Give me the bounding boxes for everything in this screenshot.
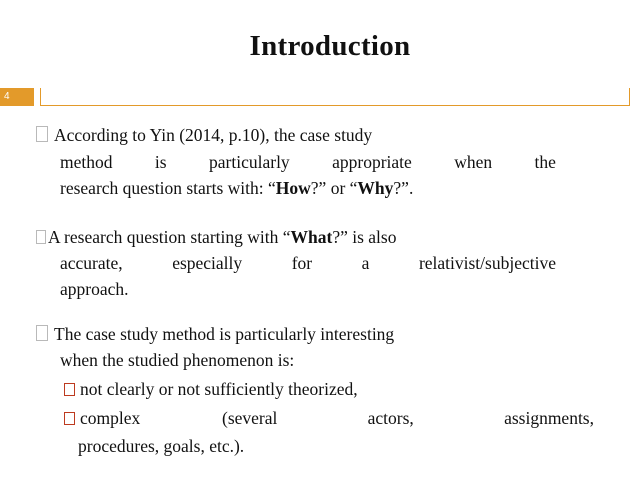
word: for bbox=[291, 253, 313, 273]
slide-title: Introduction bbox=[249, 30, 411, 62]
sub-item-2-line-2: procedures, goals, etc.). bbox=[78, 436, 245, 456]
paragraph-3-line-1: The case study method is particularly interesting bbox=[36, 323, 394, 345]
word: complex bbox=[80, 408, 141, 428]
word: particularly bbox=[209, 152, 290, 172]
word: (several bbox=[222, 408, 278, 428]
word: actors, bbox=[367, 408, 414, 428]
paragraph-1-line-3: research question starts with: “How?” or “Why?”. bbox=[60, 178, 414, 198]
word: especially bbox=[172, 253, 243, 273]
word: when bbox=[454, 152, 493, 172]
bullet-icon bbox=[36, 325, 48, 341]
slide-number: 4 bbox=[0, 88, 34, 106]
sub-bullet-icon bbox=[64, 383, 75, 396]
paragraph-1-line-1: According to Yin (2014, p.10), the case study bbox=[36, 124, 372, 146]
bullet-icon bbox=[36, 230, 46, 244]
header-rule bbox=[40, 88, 630, 106]
word: is bbox=[154, 152, 167, 172]
word: a bbox=[361, 253, 370, 273]
word: assignments, bbox=[504, 408, 594, 428]
emphasis-how: How bbox=[275, 178, 311, 198]
word: accurate, bbox=[60, 253, 123, 273]
paragraph-2-line-1: A research question starting with “What?” is also bbox=[36, 226, 396, 248]
paragraph-2-line-3: approach. bbox=[60, 279, 129, 299]
emphasis-why: Why bbox=[357, 178, 394, 198]
word: relativist/subjective bbox=[418, 253, 556, 273]
sub-item-2-line-1 bbox=[64, 407, 594, 429]
paragraph-2-line-2 bbox=[60, 252, 556, 274]
sub-item-1: not clearly or not sufficiently theorized, bbox=[64, 378, 358, 400]
word: method bbox=[60, 152, 113, 172]
paragraph-1-line-2 bbox=[60, 151, 556, 173]
word: appropriate bbox=[332, 152, 412, 172]
bullet-icon bbox=[36, 126, 48, 142]
paragraph-3-line-2: when the studied phenomenon is: bbox=[60, 350, 295, 370]
word: the bbox=[534, 152, 556, 172]
emphasis-what: What bbox=[290, 227, 333, 247]
sub-bullet-icon bbox=[64, 412, 75, 425]
